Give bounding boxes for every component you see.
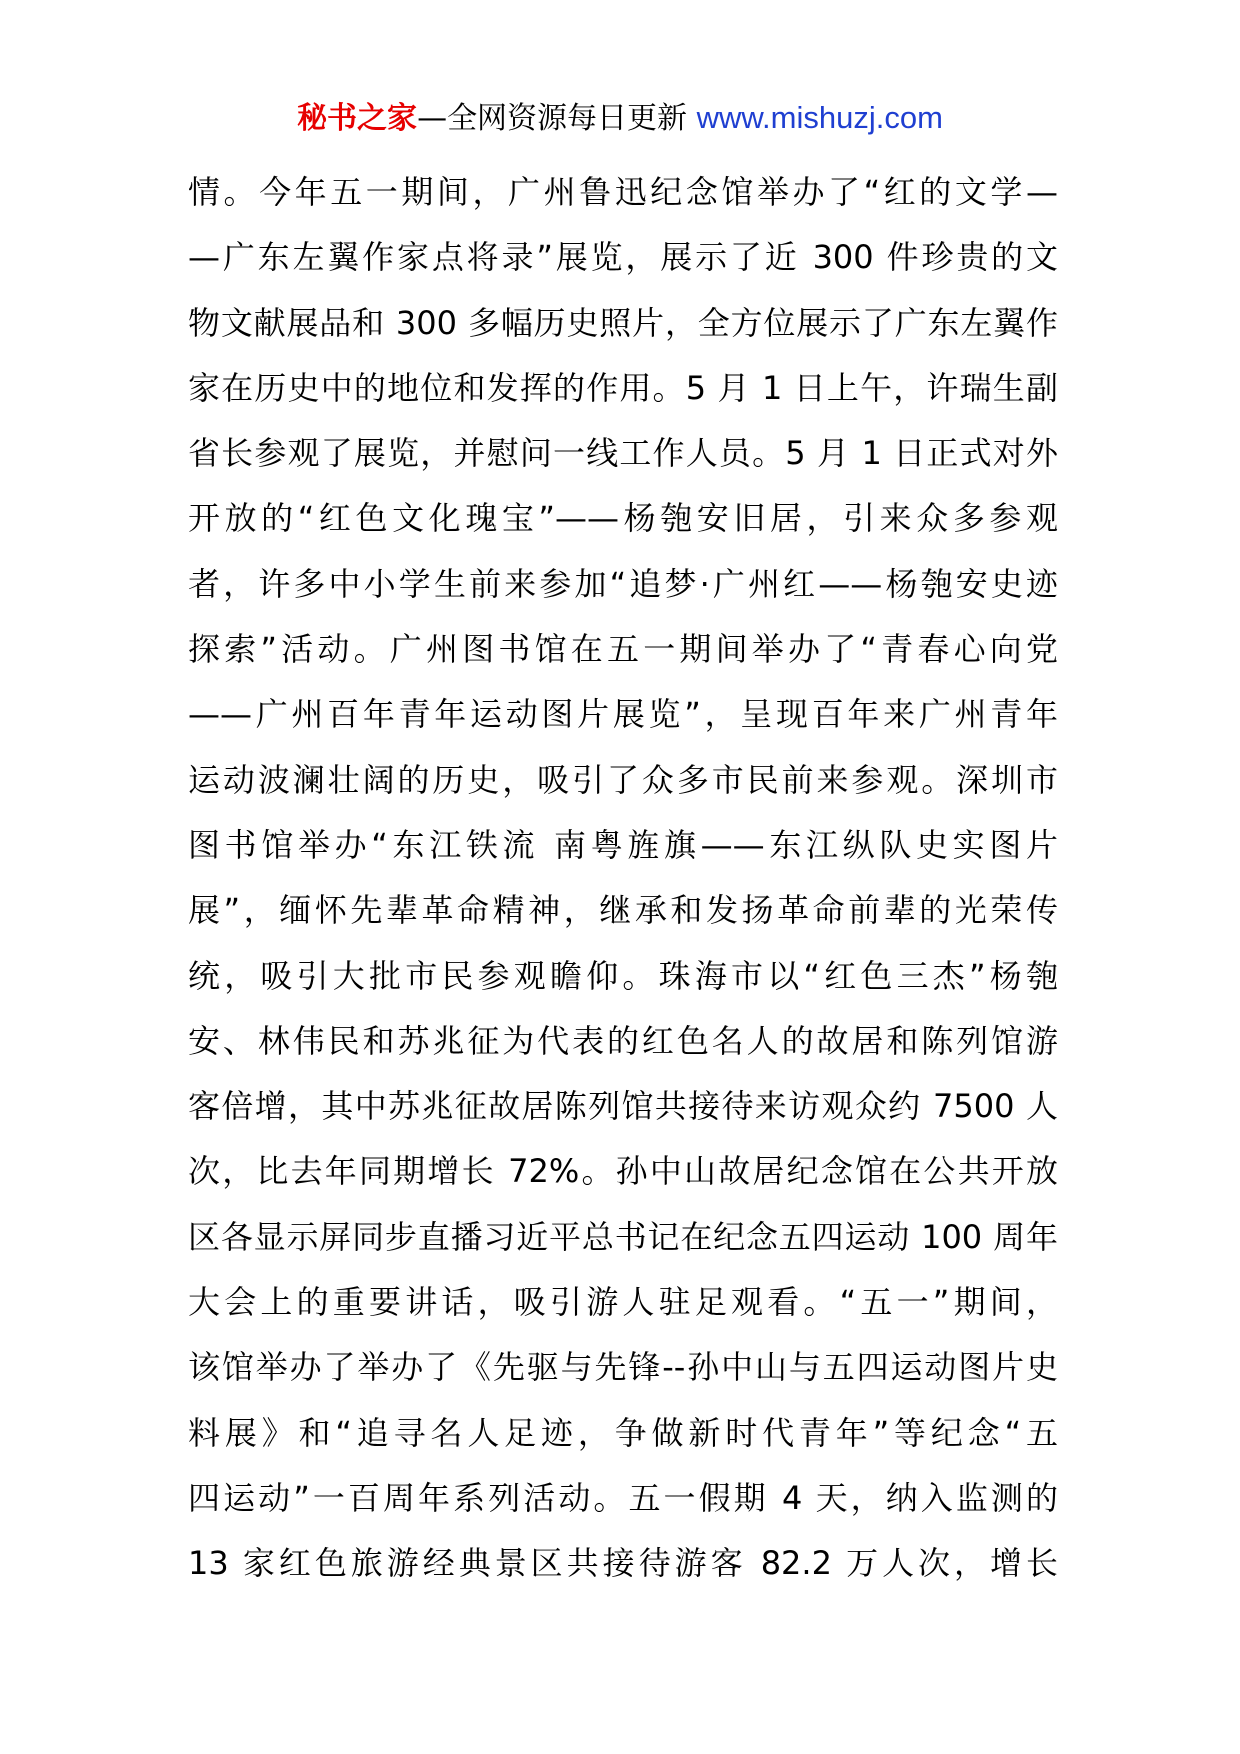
body-paragraph (188, 160, 1058, 1597)
text-line: 四运动”一百周年系列活动。五一假期 4 天，纳入监测的 (188, 1478, 1058, 1517)
text-line: 安、林伟民和苏兆征为代表的红色名人的故居和陈列馆游 (188, 1021, 1058, 1060)
text-line: 开放的“红色文化瑰宝”——杨匏安旧居，引来众多参观 (188, 499, 1058, 538)
text-line: 省长参观了展览，并慰问一线工作人员。5 月 1 日正式对外 (188, 434, 1058, 473)
text-line: 展”，缅怀先辈革命精神，继承和发扬革命前辈的光荣传 (188, 891, 1058, 930)
text-line: 统，吸引大批市民参观瞻仰。珠海市以“红色三杰”杨匏 (188, 956, 1058, 995)
text-line: 家在历史中的地位和发挥的作用。5 月 1 日上午，许瑞生副 (188, 368, 1058, 407)
text-line: 者，许多中小学生前来参加“追梦·广州红——杨匏安史迹 (188, 564, 1058, 603)
text-line: 客倍增，其中苏兆征故居陈列馆共接待来访观众约 7500 人 (188, 1087, 1058, 1126)
site-tagline: —全网资源每日更新 (417, 101, 697, 136)
page-header (0, 98, 1240, 139)
text-line: 料展》和“追寻名人足迹，争做新时代青年”等纪念“五 (188, 1413, 1058, 1452)
text-line: 大会上的重要讲话，吸引游人驻足观看。“五一”期间， (188, 1283, 1058, 1322)
text-line: 运动波澜壮阔的历史，吸引了众多市民前来参观。深圳市 (188, 760, 1058, 799)
text-line: 次，比去年同期增长 72%。孙中山故居纪念馆在公共开放 (188, 1152, 1058, 1191)
text-line: 图书馆举办“东江铁流 南粤旌旗——东江纵队史实图片 (188, 825, 1058, 864)
text-line: 情。今年五一期间，广州鲁迅纪念馆举办了“红的文学— (188, 173, 1058, 211)
text-line: —广东左翼作家点将录”展览，展示了近 300 件珍贵的文 (188, 238, 1058, 277)
text-line: 区各显示屏同步直播习近平总书记在纪念五四运动 100 周年 (188, 1217, 1058, 1256)
site-url: www.mishuzj.com (696, 100, 943, 135)
text-line: 探索”活动。广州图书馆在五一期间举办了“青春心向党 (188, 630, 1058, 669)
site-brand: 秘书之家 (297, 101, 418, 136)
text-line: 该馆举办了举办了《先驱与先锋--孙中山与五四运动图片史 (188, 1348, 1058, 1387)
text-line: 物文献展品和 300 多幅历史照片，全方位展示了广东左翼作 (188, 303, 1058, 342)
text-line: ——广州百年青年运动图片展览”，呈现百年来广州青年 (188, 695, 1058, 734)
text-line: 13 家红色旅游经典景区共接待游客 82.2 万人次，增长 (188, 1544, 1058, 1583)
